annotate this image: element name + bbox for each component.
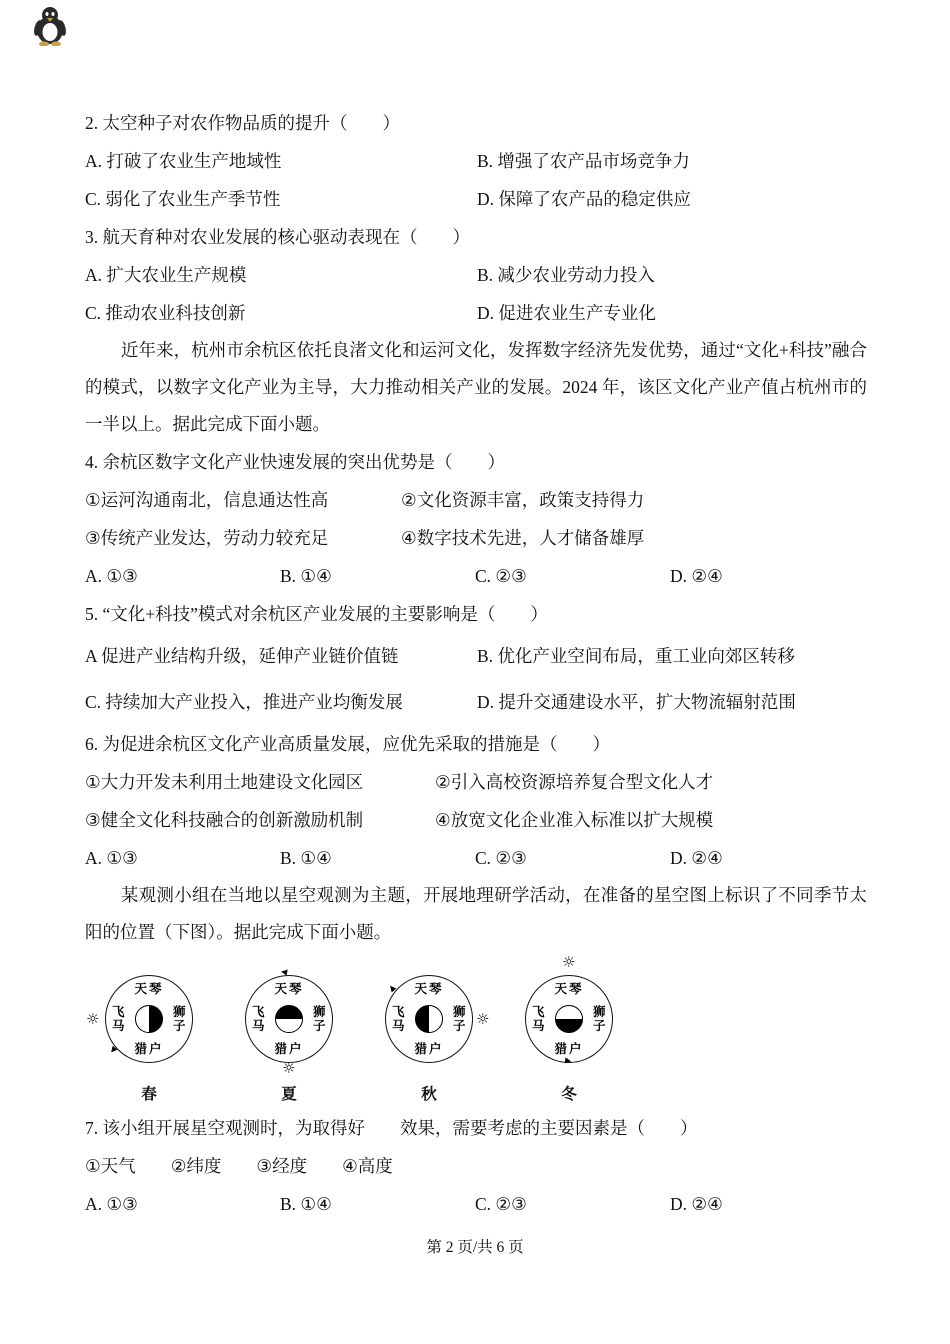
season-label: 夏 — [281, 1086, 297, 1103]
question-2-options-row-2 — [85, 180, 867, 218]
q2-option-b: B. 增强了农产品市场竞争力 — [477, 151, 690, 171]
star-chart-autumn — [359, 951, 499, 1107]
season-label: 秋 — [421, 1086, 437, 1103]
q6-option-a: A. ①③ — [85, 848, 138, 868]
q4-option-a: A. ①③ — [85, 566, 138, 586]
question-3-options-row-1 — [85, 256, 867, 294]
corner-penguin-logo-icon — [28, 4, 76, 46]
q2-option-d: D. 保障了农产品的稳定供应 — [477, 189, 691, 209]
earth-day-night-disc — [555, 1005, 583, 1033]
q3-option-b: B. 减少农业劳动力投入 — [477, 265, 655, 285]
q7-option-d: D. ②④ — [670, 1194, 723, 1214]
q6-option-c: C. ②③ — [475, 848, 527, 868]
sun-icon: ☼ — [86, 1010, 100, 1028]
earth-day-night-disc — [275, 1005, 303, 1033]
q5-option-b: B. 优化产业空间布局，重工业向郊区转移 — [477, 646, 795, 666]
question-7-answers-row — [85, 1185, 867, 1223]
constellation-left-label: 飞马 — [532, 1005, 545, 1033]
constellation-right-label: 狮子 — [453, 1005, 466, 1033]
constellation-bottom-label: 猎户 — [554, 1042, 584, 1056]
star-chart-winter — [499, 951, 639, 1107]
q7-option-a: A. ①③ — [85, 1194, 138, 1214]
q7-option-c: C. ②③ — [475, 1194, 527, 1214]
star-chart-summer — [219, 951, 359, 1107]
direction-arrow-icon: ▶ — [564, 1055, 572, 1066]
q4-option-c: C. ②③ — [475, 566, 527, 586]
question-4-items-row-2 — [85, 519, 867, 557]
q4-option-d: D. ②④ — [670, 566, 723, 586]
constellation-right-label: 狮子 — [593, 1005, 606, 1033]
question-6-items-row-1 — [85, 763, 867, 801]
q5-option-a: A 促进产业结构升级，延伸产业链价值链 — [85, 646, 399, 666]
q4-item-4: ④数字技术先进，人才储备雄厚 — [401, 528, 645, 548]
q2-option-c: C. 弱化了农业生产季节性 — [85, 189, 281, 209]
q2-option-a: A. 打破了农业生产地域性 — [85, 151, 282, 171]
star-charts-figure — [79, 951, 867, 1109]
constellation-left-label: 飞马 — [252, 1005, 265, 1033]
direction-arrow-icon: ▶ — [108, 1045, 119, 1056]
sun-icon: ☼ — [476, 1010, 490, 1028]
question-2-stem: 2. 太空种子对农作物品质的提升（ ） — [85, 113, 400, 133]
q3-option-a: A. 扩大农业生产规模 — [85, 265, 247, 285]
constellation-top-label: 天琴 — [414, 982, 444, 996]
sun-icon: ☼ — [282, 1059, 296, 1077]
question-5-stem: 5. “文化+科技”模式对余杭区产业发展的主要影响是（ ） — [85, 604, 548, 624]
sun-icon: ☼ — [562, 953, 576, 971]
question-2-options-row-1 — [85, 142, 867, 180]
passage-1: 近年来，杭州市余杭区依托良渚文化和运河文化，发挥数字经济先发优势，通过“文化+科技”融合的模式，以数字文化产业为主导，大力推动相关产业的发展。2024 年，该区文化产业产值占杭州市的一半以上。据此完成下面小题。 — [85, 340, 867, 434]
q6-item-2: ②引入高校资源培养复合型文化人才 — [435, 772, 714, 792]
q4-option-b: B. ①④ — [280, 566, 332, 586]
question-6-items-row-2 — [85, 801, 867, 839]
q6-item-3: ③健全文化科技融合的创新激励机制 — [85, 810, 364, 830]
constellation-bottom-label: 猎户 — [414, 1042, 444, 1056]
q6-item-1: ①大力开发未利用土地建设文化园区 — [85, 772, 364, 792]
question-3-stem: 3. 航天育种对农业发展的核心驱动表现在（ ） — [85, 227, 470, 247]
question-5-options-row-1 — [85, 633, 867, 679]
constellation-right-label: 狮子 — [313, 1005, 326, 1033]
constellation-right-label: 狮子 — [173, 1005, 186, 1033]
direction-arrow-icon: ▶ — [386, 983, 398, 994]
question-6-answers-row — [85, 839, 867, 877]
constellation-top-label: 天琴 — [554, 982, 584, 996]
q7-option-b: B. ①④ — [280, 1194, 332, 1214]
earth-day-night-disc — [415, 1005, 443, 1033]
star-chart-spring — [79, 951, 219, 1107]
direction-arrow-icon: ▶ — [280, 967, 288, 978]
q6-item-4: ④放宽文化企业准入标准以扩大规模 — [435, 810, 714, 830]
exam-page-content — [85, 104, 867, 1223]
constellation-left-label: 飞马 — [112, 1005, 125, 1033]
season-label: 冬 — [561, 1086, 577, 1103]
passage-2: 某观测小组在当地以星空观测为主题，开展地理研学活动，在准备的星空图上标识了不同季节太阳的位置（下图）。据此完成下面小题。 — [85, 885, 867, 942]
q4-item-2: ②文化资源丰富，政策支持得力 — [401, 490, 645, 510]
question-5-options-row-2 — [85, 679, 867, 725]
constellation-bottom-label: 猎户 — [274, 1042, 304, 1056]
constellation-top-label: 天琴 — [274, 982, 304, 996]
q5-option-c: C. 持续加大产业投入，推进产业均衡发展 — [85, 692, 403, 712]
question-4-answers-row — [85, 557, 867, 595]
q3-option-d: D. 促进农业生产专业化 — [477, 303, 656, 323]
q3-option-c: C. 推动农业科技创新 — [85, 303, 246, 323]
question-7-stem: 7. 该小组开展星空观测时，为取得好 效果，需要考虑的主要因素是（ ） — [85, 1118, 698, 1138]
q5-option-d: D. 提升交通建设水平，扩大物流辐射范围 — [477, 692, 796, 712]
page-number-footer: 第 2 页/共 6 页 — [426, 1239, 524, 1256]
q4-item-3: ③传统产业发达，劳动力较充足 — [85, 528, 329, 548]
earth-day-night-disc — [135, 1005, 163, 1033]
question-7-items: ①天气 ②纬度 ③经度 ④高度 — [85, 1156, 393, 1176]
constellation-left-label: 飞马 — [392, 1005, 405, 1033]
q4-item-1: ①运河沟通南北，信息通达性高 — [85, 490, 329, 510]
question-3-options-row-2 — [85, 294, 867, 332]
constellation-top-label: 天琴 — [134, 982, 164, 996]
constellation-bottom-label: 猎户 — [134, 1042, 164, 1056]
q6-option-d: D. ②④ — [670, 848, 723, 868]
season-label: 春 — [141, 1086, 157, 1103]
question-4-stem: 4. 余杭区数字文化产业快速发展的突出优势是（ ） — [85, 452, 505, 472]
q6-option-b: B. ①④ — [280, 848, 332, 868]
question-4-items-row-1 — [85, 481, 867, 519]
question-6-stem: 6. 为促进余杭区文化产业高质量发展，应优先采取的措施是（ ） — [85, 734, 610, 754]
